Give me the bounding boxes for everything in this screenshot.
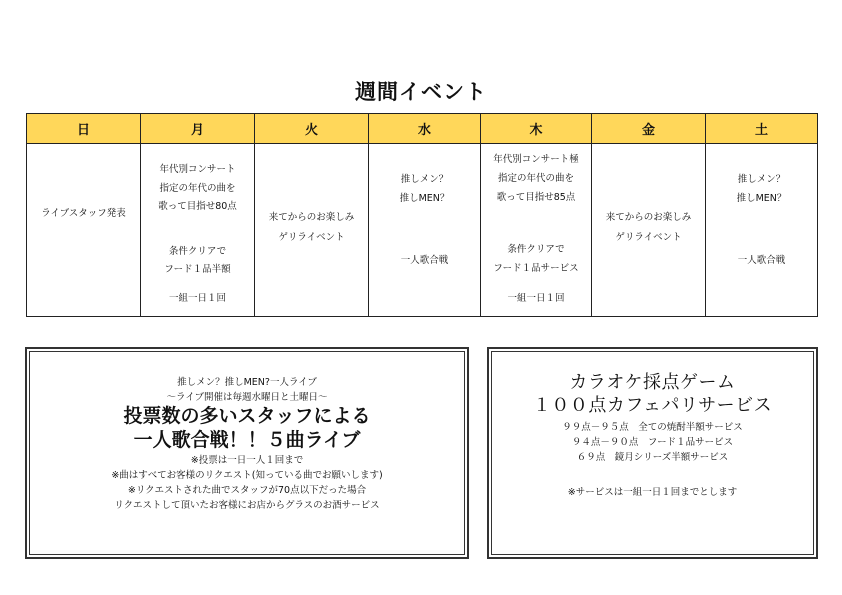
karaoke-tier-1: ９９点－９５点 全ての焼酎半額サービス — [562, 421, 743, 433]
karaoke-title-1: カラオケ採点ゲーム — [569, 372, 736, 393]
sat-line-1: 推しメン？ — [737, 174, 786, 185]
mon-line-3: 歌って目指せ80点 — [158, 201, 237, 212]
cell-mon — [141, 144, 255, 317]
day-header-tue: 火 — [255, 114, 369, 144]
thu-line-2: 指定の年代の曲を — [497, 173, 574, 184]
mon-line-5: フード１品半額 — [164, 264, 231, 275]
fri-line-2: ゲリライベント — [615, 232, 682, 243]
tue-line-2: ゲリライベント — [278, 232, 345, 243]
live-intro: 推しメン？推しMEN?一人ライブ — [177, 377, 317, 388]
karaoke-tier-2: ９４点－９０点 フード１品サービス — [571, 436, 734, 448]
live-schedule: ～ライブ開催は毎週水曜日と土曜日～ — [166, 392, 328, 404]
page-title: 週間イベント — [355, 80, 487, 104]
thu-line-3: 歌って目指せ85点 — [496, 192, 576, 203]
live-note-4: リクエストして頂いたお客様にお店からグラスのお酒サービス — [114, 500, 380, 512]
cell-sat — [706, 144, 818, 317]
karaoke-note: ※サービスは一組一日１回までとします — [567, 487, 738, 499]
day-header-mon: 月 — [141, 114, 255, 144]
live-note-1: ※投票は一日一人１回まで — [190, 454, 304, 466]
sat-line-2: 推しMEN？ — [736, 193, 787, 204]
thu-line-5: フード１品サービス — [493, 263, 579, 274]
cell-thu — [481, 144, 592, 317]
sun-event: ライブスタッフ発表 — [41, 208, 126, 219]
wed-line-1: 推しメン？ — [400, 174, 449, 185]
thu-line-1: 年代別コンサート極 — [493, 154, 579, 165]
thu-line-4: 条件クリアで — [507, 244, 565, 255]
karaoke-game-box — [487, 347, 818, 559]
wed-line-3: 一人歌合戦 — [400, 255, 449, 266]
live-event-box — [25, 347, 469, 559]
cell-wed — [369, 144, 481, 317]
mon-line-2: 指定の年代の曲を — [159, 183, 236, 194]
live-headline-2: 一人歌合戦！！５曲ライブ — [133, 429, 361, 452]
cell-fri — [592, 144, 706, 317]
live-headline-1: 投票数の多いスタッフによる — [123, 405, 371, 428]
cell-tue — [255, 144, 369, 317]
thu-line-6: 一組一日１回 — [507, 293, 565, 304]
event-row — [27, 144, 818, 317]
mon-line-1: 年代別コンサート — [159, 164, 236, 175]
tue-line-1: 来てからのお楽しみ — [268, 212, 355, 223]
day-header-fri: 金 — [592, 114, 706, 144]
sat-line-3: 一人歌合戦 — [737, 255, 786, 266]
weekly-event-table — [26, 113, 818, 317]
mon-line-6: 一組一日１回 — [168, 293, 226, 304]
karaoke-title-2: １００点カフェパリサービス — [532, 395, 773, 417]
mon-line-4: 条件クリアで — [168, 246, 227, 257]
wed-line-2: 推しMEN？ — [399, 193, 450, 204]
day-header-sun: 日 — [27, 114, 141, 144]
day-header-thu: 木 — [481, 114, 592, 144]
header-row — [27, 114, 818, 144]
karaoke-tier-3: ６９点 鏡月シリーズ半額サービス — [576, 452, 729, 464]
fri-line-1: 来てからのお楽しみ — [605, 212, 692, 223]
day-header-sat: 土 — [706, 114, 818, 144]
cell-sun — [27, 144, 141, 317]
live-note-2: ※曲はすべてお客様のリクエスト(知っている曲でお願いします) — [111, 470, 383, 482]
day-header-wed: 水 — [369, 114, 481, 144]
live-note-3: ※リクエストされた曲でスタッフが70点以下だった場合 — [127, 485, 367, 497]
